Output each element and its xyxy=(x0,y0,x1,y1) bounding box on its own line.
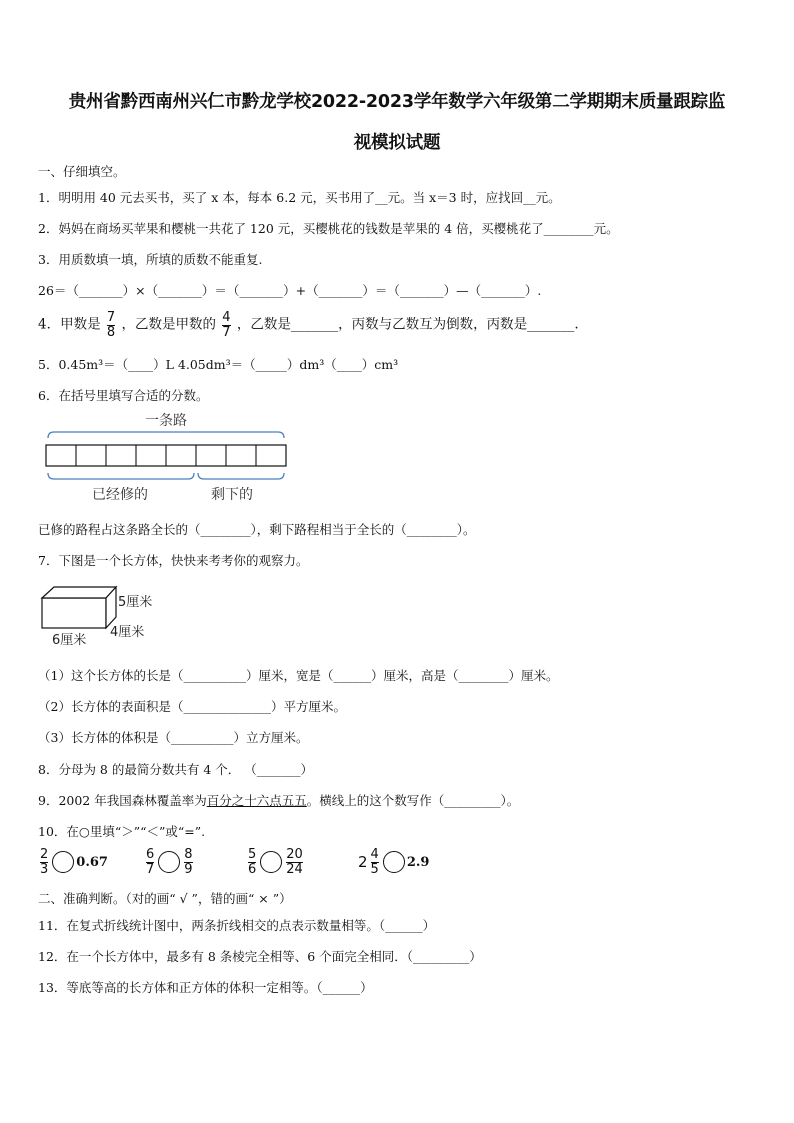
question-1: 1．明明用 40 元去买书，买了 x 本，每本 6.2 元，买书用了__元。当 x＝3 时，应找回__元。 xyxy=(38,190,561,205)
question-9 xyxy=(38,791,519,809)
built-brace xyxy=(48,473,194,479)
fraction-numerator: 8 xyxy=(184,847,193,862)
fraction-twenty-twentyfourths xyxy=(286,848,303,876)
fraction-numerator: 2 xyxy=(40,847,49,862)
question-10: 10．在○里填“＞”“＜”或“=”. xyxy=(38,824,206,839)
fraction-numerator: 4 xyxy=(222,310,231,325)
compare-item-3 xyxy=(246,848,305,876)
cuboid-height-label: 5厘米 xyxy=(118,595,153,610)
question-7-3: （3）长方体的体积是（__________）立方厘米。 xyxy=(38,730,309,745)
question-3-equation: 26＝（_______）×（_______）＝（_______）+（_______）＝（_______）—（_______）. xyxy=(38,283,542,298)
question-3: 3．用质数填一填，所填的质数不能重复. xyxy=(38,252,263,267)
question-9-text-b: 。横线上的这个数写作（_________）。 xyxy=(306,793,520,808)
fraction-numerator: 6 xyxy=(146,847,155,862)
question-13: 13．等底等高的长方体和正方体的体积一定相等。（______） xyxy=(38,980,373,995)
fraction-denominator: 3 xyxy=(40,861,49,877)
fraction-denominator: 24 xyxy=(286,861,303,877)
question-5: 5．0.45m³＝（____）L 4.05dm³＝（_____）dm³（____）cm³ xyxy=(38,357,399,372)
fraction-denominator: 9 xyxy=(184,861,193,877)
fraction-numerator: 5 xyxy=(248,847,257,862)
cuboid-length-label: 6厘米 xyxy=(52,633,87,648)
question-7: 7．下图是一个长方体，快快来考考你的观察力。 xyxy=(38,553,309,568)
road-label-total: 一条路 xyxy=(145,413,187,429)
question-8: 8．分母为 8 的最简分数共有 4 个． （_______） xyxy=(38,762,313,777)
question-9-text-a: 9．2002 年我国森林覆盖率为 xyxy=(38,793,207,808)
total-brace xyxy=(48,432,284,438)
compare-item-2 xyxy=(144,848,195,876)
fraction-seven-eighths xyxy=(107,311,115,339)
remaining-brace xyxy=(198,473,284,479)
fraction-denominator: 5 xyxy=(370,861,379,877)
road-segment-dividers xyxy=(76,445,256,466)
page-title-continued: 视模拟试题 xyxy=(353,133,441,153)
road-label-remaining: 剩下的 xyxy=(211,487,253,503)
compare-circle-2[interactable] xyxy=(158,851,180,873)
fraction-four-fifths xyxy=(371,848,379,876)
fraction-denominator: 6 xyxy=(248,861,257,877)
section-heading-judge: 二、准确判断。（对的画“ √ ”，错的画“ × ”） xyxy=(38,891,292,906)
compare-item-1 xyxy=(38,848,108,876)
fraction-six-sevenths xyxy=(146,848,154,876)
question-7-1: （1）这个长方体的长是（__________）厘米，宽是（______）厘米，高是（________）厘米。 xyxy=(38,668,559,683)
mixed-number-whole: 2 xyxy=(358,853,368,872)
cuboid-front-face xyxy=(42,598,106,628)
fraction-denominator: 8 xyxy=(106,324,116,340)
fraction-two-thirds xyxy=(40,848,48,876)
page-title: 贵州省黔西南州兴仁市黔龙学校2022-2023学年数学六年级第二学期期末质量跟踪监 xyxy=(68,92,726,112)
question-2: 2．妈妈在商场买苹果和樱桃一共花了 120 元，买樱桃花的钱数是苹果的 4 倍，买樱桃花了________元。 xyxy=(38,221,619,236)
fraction-denominator: 7 xyxy=(146,861,155,877)
cuboid-width-label: 4厘米 xyxy=(110,625,145,640)
fraction-five-sixths xyxy=(248,848,256,876)
question-9-underlined: 百分之十六点五五 xyxy=(206,793,307,808)
question-4-text-c: ，乙数是_______，丙数与乙数互为倒数，丙数是_______. xyxy=(236,316,579,333)
road-diagram xyxy=(40,407,300,512)
compare-item-4 xyxy=(358,848,429,876)
fraction-four-sevenths xyxy=(222,311,230,339)
compare-value: 0.67 xyxy=(76,854,108,870)
compare-circle-4[interactable] xyxy=(383,851,405,873)
question-11: 11．在复式折线统计图中，两条折线相交的点表示数量相等。（______） xyxy=(38,918,436,933)
fraction-eight-ninths xyxy=(184,848,192,876)
compare-circle-3[interactable] xyxy=(260,851,282,873)
fraction-numerator: 4 xyxy=(370,847,379,862)
question-4 xyxy=(38,311,579,339)
fraction-denominator: 7 xyxy=(222,324,231,340)
cuboid-top-face xyxy=(42,587,116,598)
fraction-numerator: 7 xyxy=(106,310,116,325)
compare-value: 2.9 xyxy=(406,854,430,870)
question-7-2: （2）长方体的表面积是（______________）平方厘米。 xyxy=(38,699,346,714)
question-6-answer: 已修的路程占这条路全长的（________），剩下路程相当于全长的（________）。 xyxy=(38,522,476,537)
compare-circle-1[interactable] xyxy=(52,851,74,873)
question-6: 6．在括号里填写合适的分数。 xyxy=(38,388,209,403)
road-label-built: 已经修的 xyxy=(92,487,148,503)
question-4-text-a: 4．甲数是 xyxy=(38,316,101,333)
section-heading-fill: 一、仔细填空。 xyxy=(38,164,126,179)
fraction-numerator: 20 xyxy=(286,847,303,862)
question-4-text-b: ，乙数是甲数的 xyxy=(121,316,216,333)
question-12: 12．在一个长方体中，最多有 8 条棱完全相等、6 个面完全相同．（_________） xyxy=(38,949,482,964)
cuboid-diagram xyxy=(40,584,170,650)
